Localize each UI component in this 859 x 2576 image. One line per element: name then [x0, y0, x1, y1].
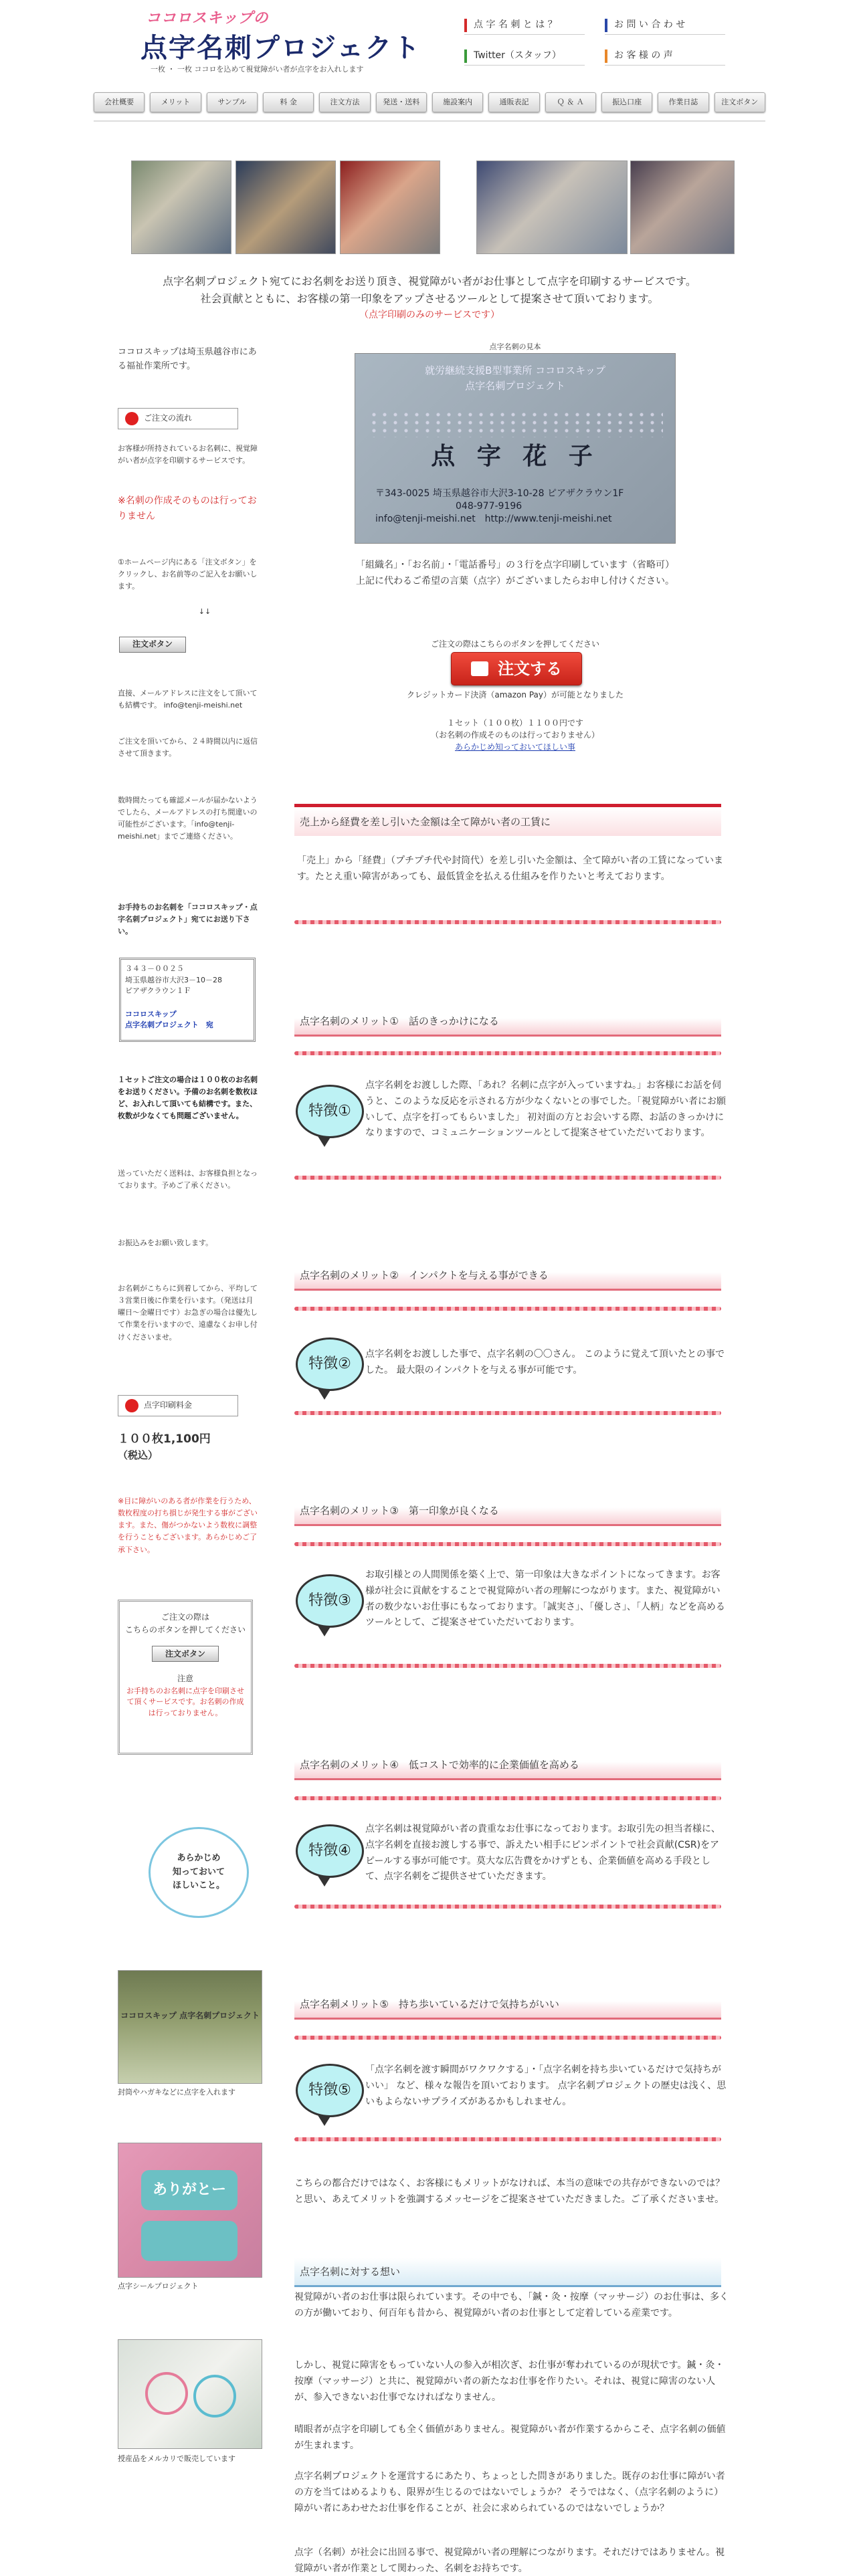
- card-caption: 点字名刺の見本: [489, 342, 541, 351]
- cart-icon: [471, 661, 488, 676]
- flow-button-label: ご注文の流れ: [144, 413, 193, 423]
- spam-note: 数時間たっても確認メールが届かないようでしたら、メールアドレスの打ち間違いの可能性がございます。「info@tenji-meishi.net」までご連絡ください。: [118, 796, 258, 841]
- card-addr-line: 〒343-0025 埼玉県越谷市大沢3-10-28 ピアザクラウン1F: [375, 488, 624, 499]
- card-tel: 048-977-9196: [456, 500, 522, 512]
- merit-1-title: 点字名刺のメリット① 話のきっかけになる: [294, 1007, 721, 1037]
- mercari-caption: 授産品をメルカリで販売しています: [118, 2454, 235, 2463]
- merit-4-title: 点字名刺のメリット④ 低コストで効率的に企業価値を高める: [294, 1751, 721, 1780]
- merit-4-text: 点字名刺は視覚障がい者の貴重なお仕事になっております。お取引先の担当者様に、点字名刺を直接お渡しする事で、訴えたい相手にピンポイントで社会貢献(CSR)をアピールする事が可能です。莫大な広告費をかけずとも、企業価値を高める手段として、点字名刺をご提供させていただきます。: [365, 1824, 721, 1883]
- order-box-note-head: 注意: [177, 1674, 193, 1684]
- nav-shipping[interactable]: 発送・送料: [376, 92, 427, 112]
- nav-diary[interactable]: 作業日誌: [658, 92, 708, 112]
- after-merit-text: こちらの都合だけではなく、お客様にもメリットがなければ、本当の意味での共存ができないのでは？と思い、あえてメリットを強調するメッセージをご提案させていただきました。ご了承くださいませ。: [294, 2178, 725, 2205]
- header-link-about[interactable]: 点 字 名 刺 と は ？: [464, 17, 585, 35]
- merit-1-bubble: 特徴①: [296, 1085, 364, 1138]
- red-dot-icon: [125, 1399, 138, 1412]
- wave-divider: [294, 920, 721, 924]
- merit-3-bubble: 特徴③: [296, 1574, 364, 1628]
- wave-divider: [294, 2137, 721, 2141]
- card-web: info@tenji-meishi.net http://www.tenji-meishi.net: [375, 513, 612, 524]
- address-box: [119, 958, 256, 1042]
- set-price: １セット（１００枚）１１００円です: [446, 718, 583, 728]
- price-tax: （税込）: [118, 1449, 159, 1461]
- card-note-2: 上記に代わるご希望の言葉（点字）がございましたらお申し付けください。: [356, 576, 674, 586]
- wave-divider: [294, 1176, 721, 1180]
- address-to-1: ココロスキップ: [125, 1009, 177, 1018]
- address-line-1: ３４３－００２５: [125, 964, 184, 973]
- order-box-note: お手持ちのお名刺に点字を印刷させて頂くサービスです。お名刺の作成は行っておりません。: [126, 1686, 244, 1717]
- thought-p3: 晴眼者が点字を印刷しても全く価値がありません。視覚障がい者が作業するからこそ、点字名刺の価値が生まれます。: [294, 2424, 726, 2451]
- address-to-2: 点字名刺プロジェクト 宛: [125, 1021, 213, 1029]
- nav-order-method[interactable]: 注文方法: [319, 92, 370, 112]
- nav-facility[interactable]: 施設案内: [432, 92, 483, 112]
- header-link-twitter[interactable]: Twitter（スタッフ）: [464, 48, 585, 66]
- merit-2-title: 点字名刺のメリット② インパクトを与える事ができる: [294, 1261, 721, 1291]
- direct-order: 直接、メールアドレスに注文をして頂いても結構です。 info@tenji-meishi.net: [118, 689, 258, 710]
- work-photo-3: [340, 160, 440, 254]
- card-head-1: 就労継続支援B型事業所 ココロスキップ: [425, 364, 605, 377]
- sticker-label: ありがとー: [141, 2170, 237, 2210]
- credit-note: クレジットカード決済（amazon Pay）が可能となりました: [407, 690, 624, 700]
- card-note-1: 「組織名」・「お名前」・「電話番号」の３行を点字印刷しています（省略可）: [356, 560, 674, 570]
- sample-card: [355, 353, 676, 544]
- nav-merit[interactable]: メリット: [150, 92, 201, 112]
- shipping-note: 送っていただく送料は、お客様負担となっております。予めご了承ください。: [118, 1169, 258, 1190]
- sidebar-order-button[interactable]: 注文ボタン: [119, 637, 186, 653]
- intro-line-2: 社会貢献とともに、お客様の第一印象をアップさせるツールとして提案させて頂いております。: [200, 292, 659, 305]
- order-prompt: ご注文の際はこちらのボタンを押してください: [430, 639, 599, 649]
- wage-section-title: 売上から経費を差し引いた金額は全て障がい者の工賃に: [294, 804, 721, 836]
- merit-5-bubble: 特徴⑤: [296, 2064, 364, 2117]
- logo-subtitle[interactable]: ココロスキップの: [146, 10, 269, 27]
- wave-divider: [294, 1664, 721, 1668]
- thought-p4: 点字名刺プロジェクトを運営するにあたり、ちょっとした問きがありました。既存のお仕事に障がい者の方を当てはめるよりも、限界が生じるのではないでしょうか？ そうではなく、（点字名刺のように）障がい者にあわせたお仕事を作ることが、社会に求められているのではないでしょうか？: [294, 2471, 725, 2514]
- know-beforehand-bubble[interactable]: あらかじめ 知っておいて ほしいこと。: [149, 1827, 249, 1918]
- merit-3-text: お取引様との人間関係を築く上で、第一印象は大きなポイントになってきます。お客様が社会に貢献をすることで視覚障がい者の理解につながります。また、視覚障がい者の数少ないお仕事にもなっております。「誠実さ」、「優しさ」、「人柄」などを高めるツールとして、ご提案させていただいております。: [365, 1570, 725, 1628]
- reply-note: ご注文を頂いてから、２４時間以内に返信させて頂きます。: [118, 737, 258, 758]
- merit-1-text: 点字名刺をお渡しした際、「あれ？名刺に点字が入っていますね。」お客様にお話を伺うと、このような反応を示される方が少なくないとの事でした。「視覚障がい者にお願いして、点字を打ってもらいました」 初対面の方とお会いする際、お話のきっかけになりますので、コミュニケーションツールとして提案させていただいております。: [365, 1080, 726, 1139]
- flow-button[interactable]: [118, 408, 238, 429]
- flow-desc: お客様が所持されているお名刺に、視覚障がい者が点字を印刷するサービスです。: [118, 444, 258, 465]
- sidebar-about: ココロスキップは埼玉県越谷市にある福祉作業所です。: [118, 347, 257, 372]
- merit-2-text: 点字名刺をお渡しした事で、点字名刺の〇〇さん。 このように覚えて頂いたとの事でした。 最大限のインパクトを与える事が可能です。: [365, 1349, 725, 1376]
- arrows: ↓↓: [198, 607, 211, 616]
- handicap-note: ※目に障がいのある者が作業を行うため、数枚程度の打ち損じが発生する事がございます。また、傷がつかないよう数枚に調整を行うこともございます。あらかじめご了承下さい。: [118, 1497, 258, 1554]
- price-button[interactable]: [118, 1395, 238, 1416]
- wave-divider: [294, 1542, 721, 1546]
- no-card-note: （お名刺の作成そのものは行っておりません）: [430, 730, 599, 740]
- merit-4-bubble: 特徴④: [296, 1824, 364, 1878]
- envelope-photo-label: ココロスキップ 点字名刺プロジェクト: [120, 2011, 260, 2020]
- wage-text: 「売上」から「経費」（プチプチ代や封筒代）を差し引いた金額は、全て障がい者の工賃になっています。たとえ重い障害があっても、最低賃金を払える仕組みを作りたいと考えております。: [297, 855, 723, 882]
- thought-title: 点字名刺に対する想い: [294, 2258, 721, 2287]
- payment-desc: お名刺がこちらに到着してから、平均して３営業日後に作業を行います。（発送は月曜日～金曜日です）お急ぎの場合は優先して作業を行いますので、遠慮なくお申し付けくださいませ。: [118, 1284, 258, 1341]
- payment-note: お振込みをお願い致します。: [118, 1239, 213, 1247]
- price-button-label: 点字印刷料金: [144, 1400, 193, 1410]
- nav-divider: [94, 120, 765, 122]
- logo-title[interactable]: 点字名刺プロジェクト: [140, 33, 421, 64]
- work-photo-4: [476, 160, 628, 254]
- header-link-voices[interactable]: お 客 様 の 声: [605, 48, 725, 66]
- merit-3-title: 点字名刺のメリット③ 第一印象が良くなる: [294, 1497, 721, 1526]
- step-1: ①ホームページ内にある「注文ボタン」をクリックし、お名前等のご記入をお願いします。: [118, 558, 258, 591]
- bead-ring-icon: [145, 2372, 188, 2415]
- tagline: 一枚 ・ 一枚 ココロを込めて視覚障がい者が点字をお入れします: [151, 65, 364, 74]
- envelope-caption: 封筒やハガキなどに点字を入れます: [118, 2088, 235, 2097]
- send-title: お手持ちのお名刺を「ココロスキップ・点字名刺プロジェクト」宛てにお送り下さい。: [118, 903, 258, 936]
- order-box-title: ご注文の際は こちらのボタンを押してください: [125, 1612, 246, 1635]
- main-nav: [94, 92, 765, 115]
- sticker-caption: 点字シールプロジェクト: [118, 2282, 199, 2290]
- card-head-2: 点字名刺プロジェクト: [465, 379, 565, 392]
- card-name: 点 字 花 子: [431, 443, 599, 470]
- thought-p2: しかし、視覚に障害をもっていない人の参入が相次ぎ、お仕事が奪われているのが現状です。鍼・灸・按摩（マッサージ）と共に、視覚障がい者の新たなお仕事を作りたい。それは、視覚に障害のない人が、参入できないお仕事でなければなりません。: [294, 2360, 725, 2403]
- wave-divider: [294, 1411, 721, 1415]
- nav-legal[interactable]: 通販表記: [488, 92, 539, 112]
- site-header: [0, 0, 859, 87]
- header-link-contact[interactable]: お 問 い 合 わ せ: [605, 17, 725, 35]
- nav-bank[interactable]: 振込口座: [601, 92, 652, 112]
- card-address: [375, 488, 624, 526]
- sticker-blank: [141, 2221, 237, 2261]
- address-line-2: 埼玉県越谷市大沢3－10－28: [125, 975, 222, 984]
- know-link[interactable]: あらかじめ知っておいてほしい事: [454, 742, 575, 752]
- thought-p1: 視覚障がい者のお仕事は限られています。その中でも、「鍼・灸・按摩（マッサージ）のお仕事は、多くの方が働いており、何百年も昔から、視覚障がい者のお仕事として定着している産業です。: [294, 2292, 729, 2319]
- mercari-photo: [118, 2339, 262, 2449]
- nav-order-button[interactable]: 注文ボタン: [714, 92, 765, 112]
- min-order-note: １セットご注文の場合は１００枚のお名刺をお送りください。予備のお名刺を数枚ほど、お入れして頂いても結構です。また、枚数が少なくても問題ございません。: [118, 1075, 258, 1121]
- merit-2-bubble: 特徴②: [296, 1337, 364, 1391]
- intro-line-1: 点字名刺プロジェクト宛てにお名刺をお送り頂き、視覚障がい者がお仕事として点字を印刷するサービスです。: [163, 275, 696, 288]
- work-photo-1: [131, 160, 231, 254]
- wave-divider: [294, 1051, 721, 1055]
- intro-line-3: （点字印刷のみのサービスです）: [359, 310, 500, 320]
- merit-5-text: 「点字名刺を渡す瞬間がワクワクする」・「点字名刺を持ち歩いているだけで気持ちがいい」 など、様々な報告を頂いております。 点字名刺プロジェクトの歴史は浅く、思いもよらないサプライズがあるかもしれません。: [365, 2064, 727, 2107]
- order-now-label: 注文する: [498, 659, 562, 678]
- nav-company[interactable]: 会社概要: [94, 92, 145, 112]
- price-value: １００枚1,100円: [118, 1432, 211, 1446]
- bead-ring-icon: [193, 2375, 236, 2418]
- nav-price[interactable]: 料 金: [263, 92, 314, 112]
- red-dot-icon: [125, 412, 138, 425]
- braille-dots: [369, 411, 663, 437]
- work-photo-5: [630, 160, 735, 254]
- merit-5-title: 点字名刺メリット⑤ 持ち歩いているだけで気持ちがいい: [294, 1990, 721, 2020]
- order-box: [118, 1600, 253, 1755]
- order-box-button[interactable]: 注文ボタン: [152, 1646, 219, 1662]
- wave-divider: [294, 2036, 721, 2040]
- wave-divider: [294, 1796, 721, 1800]
- sticker-photo: [118, 2143, 262, 2278]
- envelope-photo: [118, 1970, 262, 2084]
- wave-divider: [294, 1905, 721, 1909]
- nav-sample[interactable]: サンプル: [207, 92, 258, 112]
- thought-p5: 点字（名刺）が社会に出回る事で、視覚障がい者の理解につながります。それだけではありません。視覚障がい者が作業として関わった、名刺をお持ちです。: [294, 2547, 725, 2574]
- flow-warning: ※名刺の作成そのものは行っておりません: [118, 496, 257, 522]
- order-now-button[interactable]: [451, 652, 582, 685]
- work-photo-2: [235, 160, 336, 254]
- address-line-3: ピアザクラウン１Ｆ: [125, 986, 191, 995]
- nav-qa[interactable]: Ｑ ＆ Ａ: [545, 92, 596, 112]
- wave-divider: [294, 1307, 721, 1311]
- card-head: [355, 363, 675, 393]
